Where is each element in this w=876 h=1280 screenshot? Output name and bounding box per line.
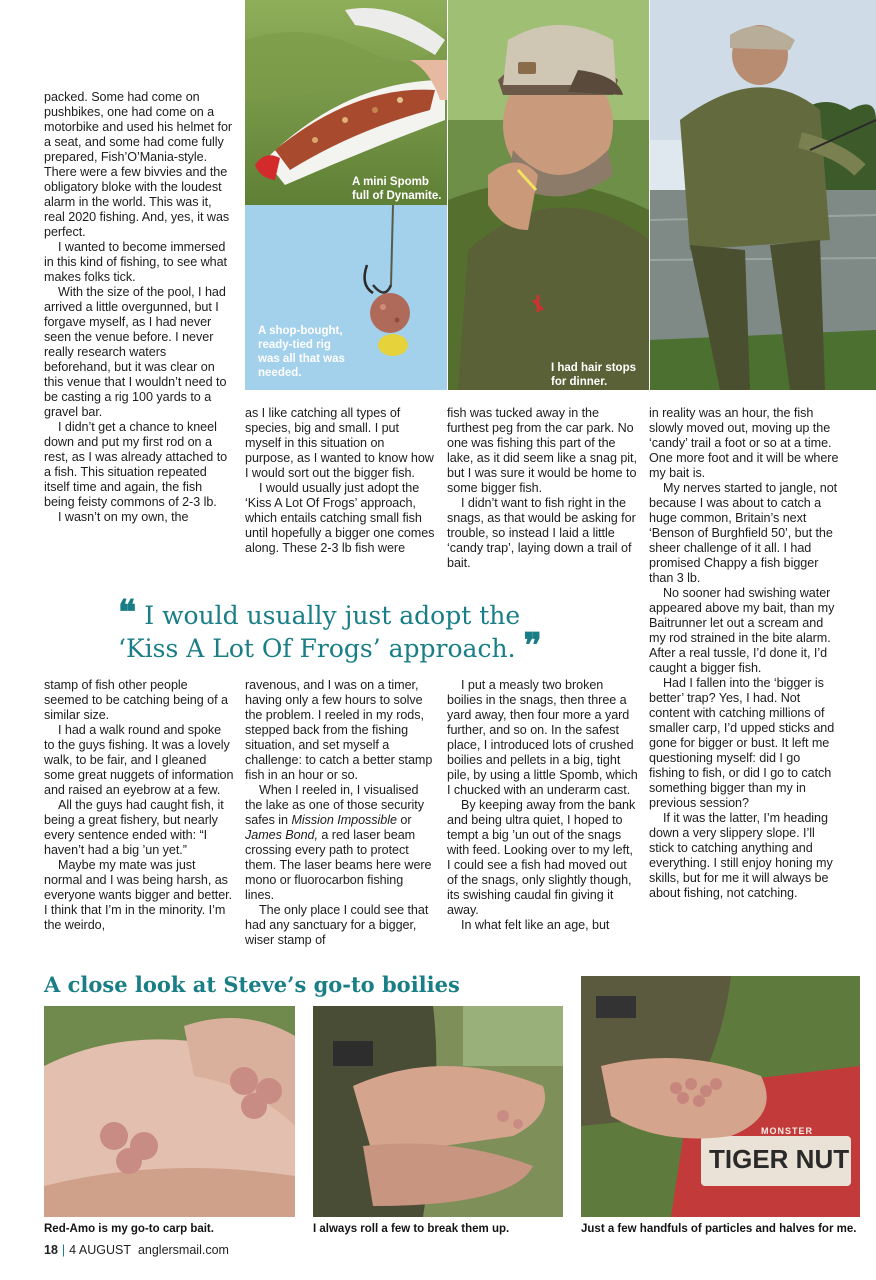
spomb-caption: A mini Spomb full of Dynamite.: [352, 176, 442, 202]
tiger-nut-bag-image: [581, 976, 860, 1217]
boilies-photo-2: [313, 1006, 563, 1217]
page-footer: [44, 1243, 229, 1257]
paragraph: in reality was an hour, the fish slowly moved out, moving up the ‘candy’ trail a foot or so at a time. One more foot and it will be where my bait is.: [649, 406, 839, 480]
open-quote-mark: ❝: [118, 595, 137, 632]
footer-separator: |: [61, 1243, 66, 1257]
column-3-top: [447, 406, 639, 571]
paragraph: I didn’t get a chance to kneel down and put my first rod on a rest, as I was already attached to a fish. This situation repeated itself time and again, the fish being feisty commons of 2-3 lb.: [44, 420, 228, 509]
pull-quote: [118, 595, 578, 665]
column-1-bottom: [44, 678, 234, 933]
rolling-boilies-image: [313, 1006, 563, 1217]
website[interactable]: anglersmail.com: [137, 1243, 229, 1257]
bag-tiger-nut-label: TIGER NUT: [709, 1144, 850, 1174]
paragraph: With the size of the pool, I had arrived a little overgunned, but I forgave myself, as I had never seen the venue before. I never really research waters beforehand, but it was clear on this venue that I wouldn’t need to be casting a rig 100 yards to a gravel bar.: [44, 285, 227, 419]
paragraph: packed. Some had come on pushbikes, one had come on a motorbike and used his helmet for a seat, and some had come fully prepared, Fish’O’Mania-style. There were a few bivvies and the obligatory bloke with the loudest alarm in the world. This was it, real 2020 fishing. And, yes, it was perfect.: [44, 90, 233, 239]
paragraph: If it was the latter, I’m heading down a very slippery slope. I’ll stick to catching anything and everything. I still enjoy honing my skills, but for me it will always be about fishing, not catching.: [649, 811, 833, 900]
rig-caption: A shop-bought, ready-tied rig was all that was needed.: [258, 325, 345, 379]
boilies-caption-3: Just a few handfuls of particles and halves for me.: [581, 1223, 857, 1235]
column-3-bottom: [447, 678, 639, 933]
column-1-top: [44, 90, 234, 525]
paragraph: By keeping away from the bank and being ultra quiet, I hoped to tempt a big ’un out of the snags with feed. Looking over to my left, I could see a fish had moved out of the snags, only slightly though, its swishing caudal fin giving it away.: [447, 798, 636, 917]
column-2-bottom: [245, 678, 435, 948]
paragraph: No sooner had swishing water appeared above my bait, than my Baitrunner let out a scream and my rod strained in the bite alarm. After a real tussle, I’d done it, I’d caught a bigger fish.: [649, 586, 835, 675]
paragraph: Maybe my mate was just normal and I was being harsh, as everyone wants bigger and better. I think that I’m in the minority. I’m the weirdo,: [44, 858, 233, 932]
paragraph: The only place I could see that had any sanctuary for a bigger, wiser stamp of: [245, 903, 429, 947]
column-4: [649, 406, 839, 901]
paragraph: My nerves started to jangle, not because I was about to catch a huge common, Britain’s next ‘Benson of Burghfield 50’, but the sheer challenge of it all. I had promised Chappy a fish bigger than 3 lb.: [649, 481, 838, 585]
paragraph: stamp of fish other people seemed to be catching being of a similar size.: [44, 678, 228, 722]
pull-quote-text: I would usually just adopt the ‘Kiss A Lot Of Frogs’ approach.: [118, 601, 521, 663]
column-2-top: [245, 406, 435, 556]
issue-date: 4 AUGUST: [69, 1243, 131, 1257]
paragraph: I put a measly two broken boilies in the snags, then three a yard away, then four more a yard further, and so on. In the safest place, I introduced lots of crushed boilies and pellets in a big, tight pile, by using a little Spomb, which I chucked with an underarm cast.: [447, 678, 638, 797]
text-run: or: [396, 813, 412, 827]
paragraph: I would usually just adopt the ‘Kiss A Lot Of Frogs’ approach, which entails catching small fish until hopefully a bigger one comes along. These 2-3 lb fish were: [245, 481, 435, 555]
paragraph: ravenous, and I was on a timer, having only a few hours to solve the problem. I reeled in my rods, stepped back from the fishing situation, and set myself a challenge: to catch a better stamp fish in an hour or so.: [245, 678, 433, 782]
paragraph: I wanted to become immersed in this kind of fishing, to see what makes folks tick.: [44, 240, 228, 284]
boilies-box-heading: A close look at Steve’s go-to boilies: [44, 972, 460, 997]
angler-eating-image: [448, 0, 649, 390]
boilies-caption-2: I always roll a few to break them up.: [313, 1223, 510, 1235]
paragraph: as I like catching all types of species, big and small. I put myself in this situation on purpose, as I wanted to know how I would sort out the bigger fish.: [245, 406, 434, 480]
text-run: When I reeled in, I visualised the lake as one of those security safes in: [245, 783, 424, 827]
bag-brand-label: MONSTER: [761, 1126, 813, 1136]
page-number: 18: [44, 1243, 58, 1257]
paragraph: fish was tucked away in the furthest peg from the car park. No one was fishing this part of the lake, as it did seem like a snag pit, but I was sure it would be home to some bigger fish.: [447, 406, 637, 495]
film-title: Mission Impossible: [291, 813, 397, 827]
film-title: James Bond,: [245, 828, 318, 842]
paragraph-mission-impossible: [245, 783, 435, 903]
boilies-caption-1: Red-Amo is my go-to carp bait.: [44, 1223, 214, 1235]
paragraph: In what felt like an age, but: [461, 918, 610, 932]
boilies-photo-1: [44, 1006, 295, 1217]
paragraph: I had a walk round and spoke to the guys fishing. It was a lovely walk, to be fair, and I gleaned some great nuggets of information and raised an eyebrow at a few.: [44, 723, 234, 797]
close-quote-mark: ❞: [523, 628, 542, 665]
boilies-hand-image: [44, 1006, 295, 1217]
paragraph: All the guys had caught fish, it being a great fishery, but nearly every sentence ended with: “I haven’t had a big ’un yet.”: [44, 798, 224, 857]
angler-eating-photo: [448, 0, 649, 390]
angler-caption: I had hair stops for dinner.: [551, 362, 636, 388]
angler-playing-fish-image: [650, 0, 876, 390]
paragraph: I didn’t want to fish right in the snags, as that would be asking for trouble, so instead I laid a little ‘candy trap’, laying down a trail of bait.: [447, 496, 636, 570]
angler-playing-fish-photo: [650, 0, 876, 390]
boilies-photo-3: [581, 976, 860, 1217]
paragraph: Had I fallen into the ‘bigger is better’ trap? Yes, I had. Not content with catching millions of smaller carp, I’d upped sticks and gone for bigger or bust. It left me questioning myself: did I go fishing to fish, or did I go to catch something bigger than my in previous session?: [649, 676, 835, 810]
text-run: a red laser beam crossing every path to protect them. The laser beams here were mono or fluorocarbon fishing lines.: [245, 828, 432, 902]
paragraph: I wasn’t on my own, the: [58, 510, 189, 524]
